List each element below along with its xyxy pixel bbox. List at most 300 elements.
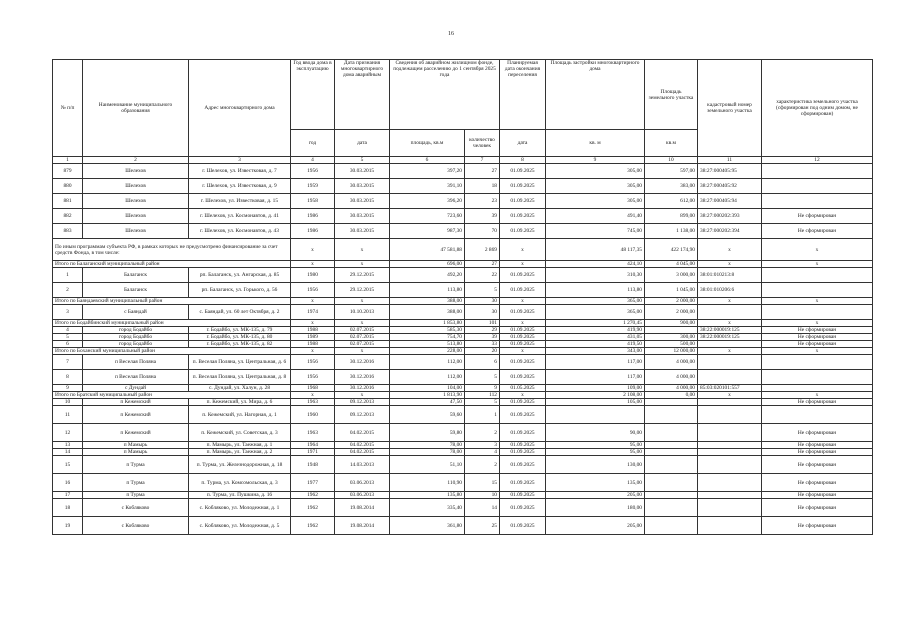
table-cell: 18 xyxy=(53,499,83,517)
header-cadastral: кадастровый номер земельного участка xyxy=(698,60,762,157)
table-cell: 19.08.2014 xyxy=(335,517,390,535)
subheader-people: количество человек xyxy=(465,130,500,157)
total-cell: 2 869 xyxy=(465,239,500,261)
total-cell: 900,00 xyxy=(645,320,698,327)
table-cell: 5 xyxy=(465,283,500,298)
table-cell xyxy=(698,370,762,385)
total-cell: x xyxy=(698,392,762,399)
table-cell: Не сформирован xyxy=(762,492,873,499)
table-row xyxy=(53,209,873,224)
table-cell: с Кобляково xyxy=(83,499,189,517)
table-cell: 01.05.2025 xyxy=(500,385,546,392)
table-cell xyxy=(645,474,698,492)
table-cell xyxy=(762,370,873,385)
table-cell: 23 xyxy=(465,194,500,209)
total-cell: 365,00 xyxy=(546,298,645,305)
total-cell: 30 xyxy=(465,298,500,305)
table-cell: 01.09.2025 xyxy=(500,327,546,334)
table-cell: 1963 xyxy=(291,424,335,442)
table-cell: п Турма xyxy=(83,492,189,499)
table-cell: 39 xyxy=(465,334,500,341)
table-cell: Не сформирован xyxy=(762,442,873,449)
table-cell xyxy=(762,406,873,424)
table-cell: 1968 xyxy=(291,385,335,392)
total-cell: 2 000,00 xyxy=(645,298,698,305)
table-cell: 04.02.2015 xyxy=(335,449,390,456)
table-cell xyxy=(762,355,873,370)
table-cell: 1989 xyxy=(291,334,335,341)
table-row xyxy=(53,334,873,341)
table-cell: 30.03.2015 xyxy=(335,164,390,179)
table-cell: Не сформирован xyxy=(762,334,873,341)
table-row xyxy=(53,424,873,442)
total-cell: x xyxy=(500,392,546,399)
table-cell: Не сформирован xyxy=(762,449,873,456)
total-cell: x xyxy=(762,392,873,399)
table-cell: 01.09.2025 xyxy=(500,283,546,298)
table-cell: 1956 xyxy=(291,164,335,179)
total-cell: x xyxy=(698,239,762,261)
table-cell: 1 xyxy=(465,406,500,424)
table-cell: 01.09.2025 xyxy=(500,370,546,385)
table-cell: 5 xyxy=(465,370,500,385)
table-cell: п. Турма, ул. Комсомольская, д. 3 xyxy=(189,474,291,492)
table-cell: 01.09.2025 xyxy=(500,305,546,320)
table-cell: 361,80 xyxy=(390,517,465,535)
table-cell: Не сформирован xyxy=(762,424,873,442)
table-cell: 492,20 xyxy=(390,268,465,283)
table-cell: 1962 xyxy=(291,517,335,535)
header-planned-date: Планируемая дата окончания переселения xyxy=(500,60,546,130)
table-cell: 1962 xyxy=(291,492,335,499)
table-cell: город Бодайбо xyxy=(83,341,189,348)
table-cell: с. Баяндай, ул. 60 лет Октября, д. 2 xyxy=(189,305,291,320)
table-cell: 9 xyxy=(53,385,83,392)
table-cell: 310,30 xyxy=(546,268,645,283)
column-number: 2 xyxy=(83,157,189,164)
table-cell: 205,00 xyxy=(546,517,645,535)
total-cell: x xyxy=(698,298,762,305)
table-cell: 1 xyxy=(53,268,83,283)
table-cell: 2 xyxy=(465,456,500,474)
table-cell: 879 xyxy=(53,164,83,179)
table-cell: п. Кежемский, ул. Нагорная, д. 1 xyxy=(189,406,291,424)
table-cell: 419,90 xyxy=(546,327,645,334)
table-cell: п. Веселая Поляна, ул. Центральная, д. 6 xyxy=(189,355,291,370)
subheader-year: год xyxy=(291,130,335,157)
total-cell: x xyxy=(291,320,335,327)
table-cell: 7 xyxy=(53,355,83,370)
table-cell xyxy=(698,399,762,406)
table-cell: п. Мамырь, ул. Таежная, д. 2 xyxy=(189,449,291,456)
table-cell: 612,00 xyxy=(645,194,698,209)
table-cell xyxy=(645,449,698,456)
table-cell: 33 xyxy=(465,341,500,348)
table-cell: 01.09.2025 xyxy=(500,341,546,348)
header-housing-info: Сведения об аварийном жилищном фонде, подлежащем расселению до 1 сентября 2025 года xyxy=(390,60,500,130)
table-row xyxy=(53,442,873,449)
table-cell: п Веселая Поляна xyxy=(83,355,189,370)
total-cell: x xyxy=(698,320,762,327)
table-cell: 01.09.2025 xyxy=(500,474,546,492)
table-cell: 01.09.2025 xyxy=(500,424,546,442)
total-cell: x xyxy=(335,348,390,355)
table-cell: 5 xyxy=(53,334,83,341)
table-cell: 431,05 xyxy=(546,334,645,341)
table-cell: рп. Балаганск, ул. Ангарская, д. 85 xyxy=(189,268,291,283)
table-cell: 6 xyxy=(465,355,500,370)
table-cell: 02.07.2015 xyxy=(335,327,390,334)
total-cell: x xyxy=(698,348,762,355)
table-cell: Шелехов xyxy=(83,224,189,239)
table-cell: 882 xyxy=(53,209,83,224)
table-cell: 01.09.2025 xyxy=(500,334,546,341)
total-cell: 422 174,90 xyxy=(645,239,698,261)
district-total-row xyxy=(53,348,873,355)
table-cell: с Кобляково xyxy=(83,517,189,535)
table-row xyxy=(53,517,873,535)
table-cell: 881 xyxy=(53,194,83,209)
table-cell: 5 xyxy=(465,399,500,406)
table-cell: 500,00 xyxy=(645,341,698,348)
table-cell: 8 xyxy=(53,370,83,385)
table-cell: 6 xyxy=(53,341,83,348)
table-cell: 1958 xyxy=(291,194,335,209)
table-cell: 135,80 xyxy=(390,492,465,499)
table-cell: 01.09.2025 xyxy=(500,442,546,449)
table-cell: 01.09.2025 xyxy=(500,224,546,239)
table-cell: п Веселая Поляна xyxy=(83,370,189,385)
table-cell xyxy=(645,517,698,535)
table-cell: 723,60 xyxy=(390,209,465,224)
table-cell: Балаганск xyxy=(83,283,189,298)
table-cell: Не сформирован xyxy=(762,209,873,224)
table-cell: Шелехов xyxy=(83,194,189,209)
table-cell xyxy=(645,456,698,474)
total-cell: 388,00 xyxy=(390,298,465,305)
total-cell: x xyxy=(762,298,873,305)
table-cell: 1956 xyxy=(291,283,335,298)
table-cell: 95,00 xyxy=(546,442,645,449)
table-cell: 9 xyxy=(465,385,500,392)
table-cell: п Кежемский xyxy=(83,406,189,424)
table-cell xyxy=(762,268,873,283)
table-cell: 1963 xyxy=(291,399,335,406)
total-cell: 48 117,35 xyxy=(546,239,645,261)
table-cell xyxy=(645,442,698,449)
table-cell: 09.12.2013 xyxy=(335,399,390,406)
table-cell: 01.09.2025 xyxy=(500,209,546,224)
table-cell: 17 xyxy=(53,492,83,499)
table-cell: 4 000,00 xyxy=(645,385,698,392)
table-cell: 01.09.2025 xyxy=(500,179,546,194)
table-row xyxy=(53,406,873,424)
program-total-row xyxy=(53,239,873,261)
total-cell: x xyxy=(291,392,335,399)
table-cell xyxy=(698,424,762,442)
table-row xyxy=(53,456,873,474)
table-cell xyxy=(698,474,762,492)
table-body xyxy=(53,164,873,535)
total-cell: x xyxy=(335,392,390,399)
table-cell: 113,80 xyxy=(390,283,465,298)
table-cell xyxy=(698,305,762,320)
table-cell: 754,70 xyxy=(390,334,465,341)
table-cell: 30.12.2016 xyxy=(335,355,390,370)
table-cell: 1980 xyxy=(291,268,335,283)
table-row xyxy=(53,283,873,298)
table-cell: 90,00 xyxy=(546,424,645,442)
table-cell xyxy=(762,385,873,392)
table-cell: Не сформирован xyxy=(762,517,873,535)
table-cell: 135,00 xyxy=(546,474,645,492)
table-cell: 70 xyxy=(465,224,500,239)
table-cell xyxy=(698,442,762,449)
table-cell: 30 xyxy=(465,305,500,320)
table-cell: п. Мамырь, ул. Таежная, д. 1 xyxy=(189,442,291,449)
table-cell xyxy=(698,341,762,348)
table-row xyxy=(53,474,873,492)
table-cell: 105,00 xyxy=(546,399,645,406)
row-label: Итого по Братский муниципальный район xyxy=(53,392,291,399)
table-cell: 38:27:000202:393 xyxy=(698,209,762,224)
table-cell: 2 xyxy=(465,424,500,442)
table-cell: 1974 xyxy=(291,305,335,320)
header-year: Год ввода дома в эксплуатацию xyxy=(291,60,335,130)
table-cell: п. Веселая Поляна, ул. Центральная, д. 8 xyxy=(189,370,291,385)
table-cell: п. Турма, ул. Пушкина, д. 16 xyxy=(189,492,291,499)
table-cell: 745,00 xyxy=(546,224,645,239)
total-cell: 101 xyxy=(465,320,500,327)
column-number: 6 xyxy=(390,157,465,164)
table-cell: 10.10.2013 xyxy=(335,305,390,320)
table-cell: 38:27:000405:95 xyxy=(698,164,762,179)
table-row xyxy=(53,355,873,370)
total-cell: 424,10 xyxy=(546,261,645,268)
table-cell: Не сформирован xyxy=(762,341,873,348)
table-cell: 04.02.2015 xyxy=(335,442,390,449)
row-label: Итого по Баяндаевский муниципальный район xyxy=(53,298,291,305)
table-cell: 883 xyxy=(53,224,83,239)
table-cell: 1962 xyxy=(291,499,335,517)
table-cell: 01.09.2025 xyxy=(500,499,546,517)
table-cell: 14 xyxy=(465,499,500,517)
table-cell: Не сформирован xyxy=(762,399,873,406)
table-cell: 1988 xyxy=(291,327,335,334)
table-cell: 1 045,00 xyxy=(645,283,698,298)
subheader-plan-date: дата xyxy=(500,130,546,157)
table-cell xyxy=(762,164,873,179)
table-cell: 22 xyxy=(465,268,500,283)
total-cell: x xyxy=(291,239,335,261)
row-label: Итого по Бодайбинский муниципальный район xyxy=(53,320,291,327)
table-cell: 3 xyxy=(53,305,83,320)
table-cell xyxy=(698,406,762,424)
table-cell: 3 xyxy=(465,442,500,449)
table-cell: п. Турма, ул. Железнодорожная, д. 18 xyxy=(189,456,291,474)
table-cell: Не сформирован xyxy=(762,474,873,492)
table-cell: г. Бодайбо, ул. МК-135, д. 79 xyxy=(189,327,291,334)
table-cell: 305,00 xyxy=(546,179,645,194)
total-cell: 0,00 xyxy=(645,392,698,399)
table-cell: 1964 xyxy=(291,442,335,449)
subheader-area: площадь, кв.м xyxy=(390,130,465,157)
table-cell: 01.09.2025 xyxy=(500,492,546,499)
column-number: 10 xyxy=(645,157,698,164)
table-cell: 78,00 xyxy=(390,449,465,456)
table-cell: 25 xyxy=(465,517,500,535)
total-cell: x xyxy=(500,298,546,305)
column-number: 8 xyxy=(500,157,546,164)
table-cell: п Турма xyxy=(83,456,189,474)
table-cell: 1956 xyxy=(291,370,335,385)
table-cell: 1986 xyxy=(291,224,335,239)
total-cell: 1 270,45 xyxy=(546,320,645,327)
table-cell: 38:27:000405:92 xyxy=(698,179,762,194)
total-cell: x xyxy=(500,320,546,327)
table-cell: 391,10 xyxy=(390,179,465,194)
total-cell: x xyxy=(762,239,873,261)
header-land-area: Площадь земельного участка xyxy=(645,60,698,130)
total-cell: 696,00 xyxy=(390,261,465,268)
table-cell: 513,80 xyxy=(390,341,465,348)
table-cell xyxy=(645,406,698,424)
column-number: 9 xyxy=(546,157,645,164)
table-cell: 15 xyxy=(53,456,83,474)
table-row xyxy=(53,327,873,334)
table-cell: 01.09.2025 xyxy=(500,355,546,370)
total-cell: 27 xyxy=(465,261,500,268)
table-cell: 29.12.2015 xyxy=(335,268,390,283)
table-cell: 130,00 xyxy=(546,456,645,474)
table-cell: 365,00 xyxy=(546,305,645,320)
table-cell: 1960 xyxy=(291,406,335,424)
total-cell: x xyxy=(762,348,873,355)
table-cell xyxy=(762,283,873,298)
table-row xyxy=(53,499,873,517)
total-cell: 1 813,90 xyxy=(390,392,465,399)
table-cell: с. Кобляково, ул. Молодежная, д. 5 xyxy=(189,517,291,535)
table-row xyxy=(53,399,873,406)
table-cell: п Кежемский xyxy=(83,399,189,406)
table-cell: Не сформирован xyxy=(762,499,873,517)
table-cell: 117,00 xyxy=(546,355,645,370)
table-cell xyxy=(645,492,698,499)
table-row xyxy=(53,305,873,320)
table-cell: 85:03:020101:557 xyxy=(698,385,762,392)
table-cell: 899,00 xyxy=(645,209,698,224)
table-cell: 397,20 xyxy=(390,164,465,179)
total-cell: 2 108,00 xyxy=(546,392,645,399)
table-cell: 104,00 xyxy=(390,385,465,392)
table-cell: 30.03.2015 xyxy=(335,179,390,194)
total-cell: x xyxy=(762,261,873,268)
table-cell xyxy=(645,399,698,406)
district-total-row xyxy=(53,261,873,268)
total-cell: 343,00 xyxy=(546,348,645,355)
table-cell: 14.03.2013 xyxy=(335,456,390,474)
table-cell: 2 000,00 xyxy=(645,305,698,320)
table-cell: 01.09.2025 xyxy=(500,517,546,535)
table-cell: 1971 xyxy=(291,449,335,456)
table-cell: 30.12.2016 xyxy=(335,370,390,385)
table-cell xyxy=(698,499,762,517)
table-cell: 13 xyxy=(53,442,83,449)
table-cell: 29 xyxy=(465,327,500,334)
table-cell: 30.03.2015 xyxy=(335,194,390,209)
table-row xyxy=(53,492,873,499)
table-cell: 112,00 xyxy=(390,370,465,385)
table-cell: 01.09.2025 xyxy=(500,399,546,406)
table-cell: г. Шелехов, ул. Известковая, д. 15 xyxy=(189,194,291,209)
table-cell: 18 xyxy=(465,179,500,194)
table-cell: 47,50 xyxy=(390,399,465,406)
row-label: По иным программам субъекта РФ, в рамках которых не предусмотрено финансирование за счет средств Фонда, в том числе: xyxy=(53,239,291,261)
table-cell: 1988 xyxy=(291,341,335,348)
table-cell xyxy=(645,424,698,442)
table-cell: 38:01:010213:8 xyxy=(698,268,762,283)
table-cell: г. Бодайбо, ул. МК-135, д. 82 xyxy=(189,341,291,348)
row-label: Итого по Балаганский муниципальный район xyxy=(53,261,291,268)
table-cell: 4 xyxy=(53,327,83,334)
table-cell xyxy=(645,327,698,334)
table-cell: с Баяндай xyxy=(83,305,189,320)
table-cell xyxy=(698,517,762,535)
table-cell: 95,00 xyxy=(546,449,645,456)
subheader-date: дата xyxy=(335,130,390,157)
total-cell: x xyxy=(291,261,335,268)
total-cell: x xyxy=(500,261,546,268)
table-cell: 12 xyxy=(53,424,83,442)
table-cell: п Кежемский xyxy=(83,424,189,442)
table-cell: 491,40 xyxy=(546,209,645,224)
header-no: № п/п xyxy=(53,60,83,157)
table-cell: г. Шелехов, ул. Космонавтов, д. 43 xyxy=(189,224,291,239)
total-cell: 228,00 xyxy=(390,348,465,355)
table-cell: п Мамырь xyxy=(83,442,189,449)
total-cell: 20 xyxy=(465,348,500,355)
table-cell: Шелехов xyxy=(83,164,189,179)
column-number: 1 xyxy=(53,157,83,164)
table-cell: 16 xyxy=(53,474,83,492)
table-cell: 19 xyxy=(53,517,83,535)
table-cell: 396,20 xyxy=(390,194,465,209)
table-cell: 305,00 xyxy=(546,194,645,209)
column-number: 4 xyxy=(291,157,335,164)
table-cell: 1956 xyxy=(291,355,335,370)
table-cell: 597,00 xyxy=(645,164,698,179)
table-cell: г. Шелехов, ул. Известковая, д. 7 xyxy=(189,164,291,179)
table-cell: 1 138,00 xyxy=(645,224,698,239)
table-cell: 51,10 xyxy=(390,456,465,474)
total-cell: 4 045,00 xyxy=(645,261,698,268)
table-cell: 01.09.2025 xyxy=(500,268,546,283)
header-built-area: Площадь застройки многоквартирного дома xyxy=(546,60,645,130)
table-cell: 112,00 xyxy=(390,355,465,370)
district-total-row xyxy=(53,320,873,327)
page-number: 16 xyxy=(448,31,454,37)
table-cell: 1977 xyxy=(291,474,335,492)
housing-registry-table xyxy=(52,59,873,535)
table-cell: п. Кежемский, ул. Мира, д. 6 xyxy=(189,399,291,406)
total-cell: x xyxy=(291,298,335,305)
row-label: Итого по Боханский муниципальный район xyxy=(53,348,291,355)
column-number: 3 xyxy=(189,157,291,164)
column-number: 5 xyxy=(335,157,390,164)
table-cell: 04.02.2015 xyxy=(335,424,390,442)
table-cell: 38:22:000019:125 xyxy=(698,327,762,334)
total-cell: x xyxy=(762,320,873,327)
